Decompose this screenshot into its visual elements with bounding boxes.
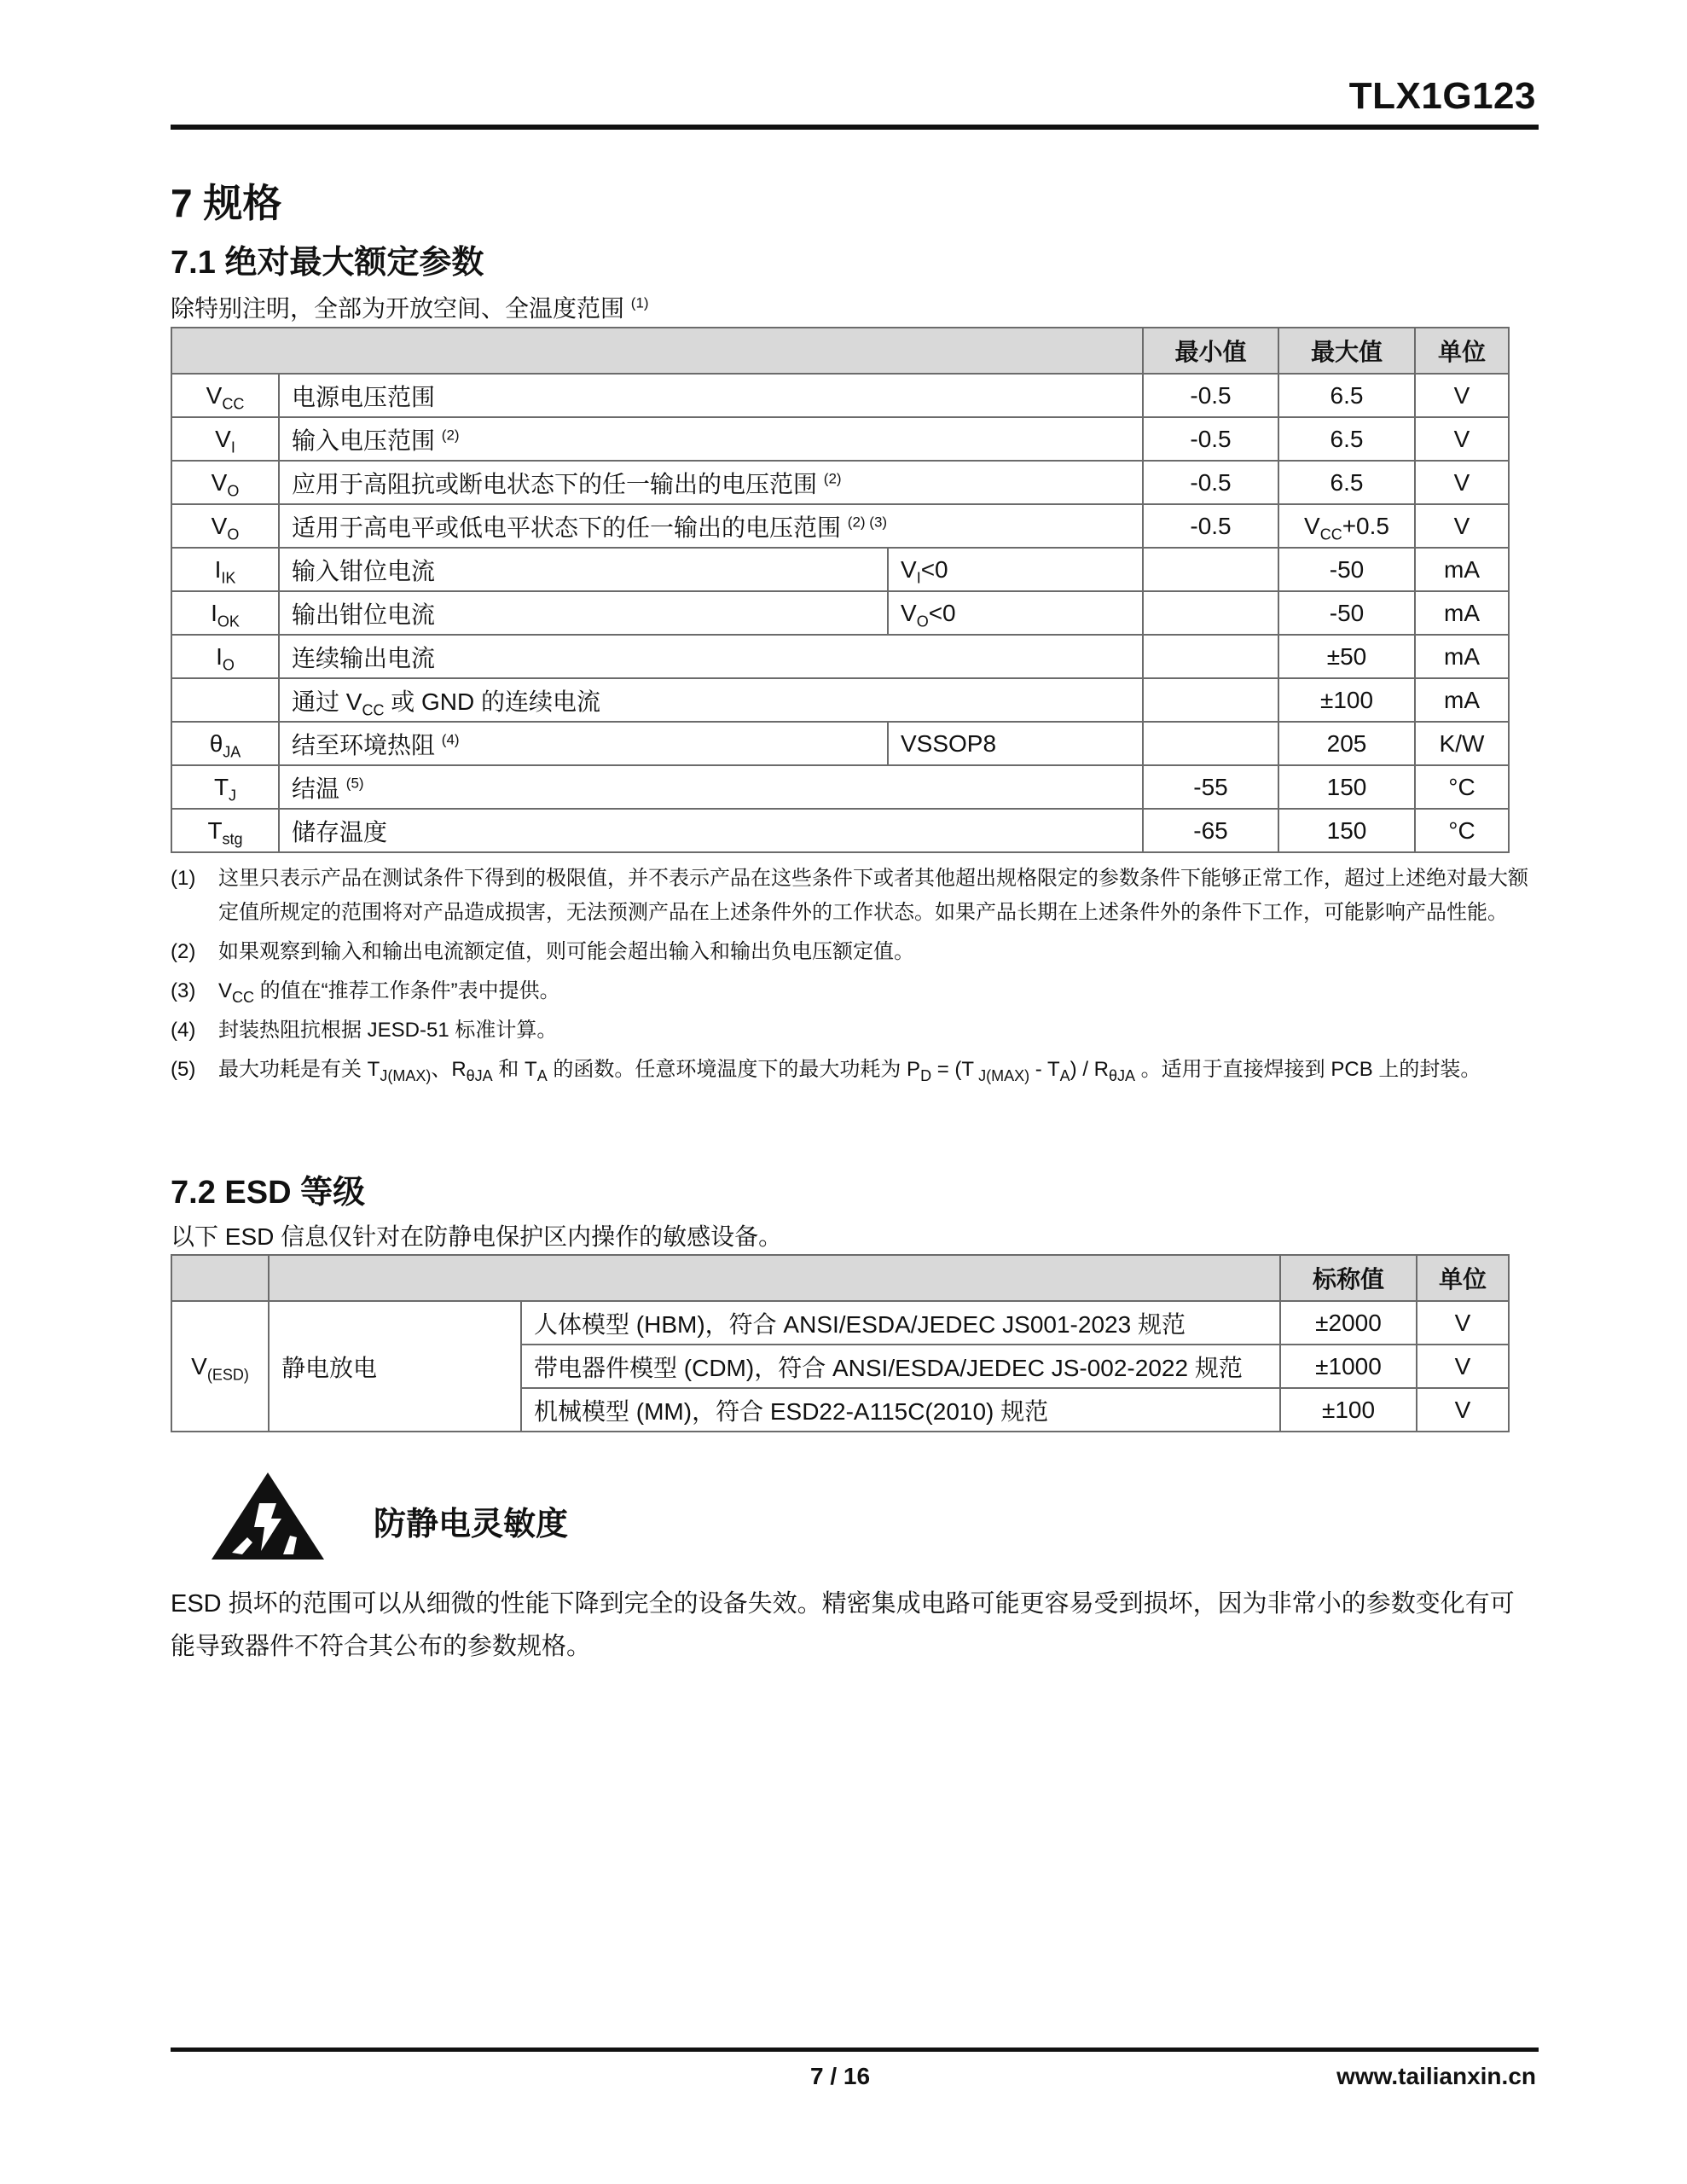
param-min: [1143, 722, 1278, 765]
param-symbol: $V_O$: [171, 461, 279, 504]
param-desc: 应用于高阻抗或断电状态下的任一输出的电压范围 $^{(2)}$: [279, 461, 1143, 504]
param-unit: mA: [1415, 548, 1509, 591]
param-min: -65: [1143, 809, 1278, 852]
param-desc: 电源电压范围: [279, 374, 1143, 417]
param-unit: mA: [1415, 678, 1509, 722]
col-max: 最大值: [1278, 328, 1415, 374]
table-row: [171, 591, 1509, 635]
table-header-row: [171, 328, 1509, 374]
param-min: [1143, 678, 1278, 722]
param-min: [1143, 548, 1278, 591]
param-unit: mA: [1415, 635, 1509, 678]
header-blank: [269, 1255, 1280, 1301]
param-max: -50: [1278, 591, 1415, 635]
param-unit: °C: [1415, 809, 1509, 852]
param-unit: V: [1415, 374, 1509, 417]
abs-max-table: [171, 327, 1510, 853]
param-unit: K/W: [1415, 722, 1509, 765]
param-max: ±100: [1278, 678, 1415, 722]
esd-notice-text: ESD 损坏的范围可以从细微的性能下降到完全的设备失效。精密集成电路可能更容易受到损坏，因为非常小的参数变化有可能导致器件不符合其公布的参数规格。: [171, 1590, 1515, 1660]
param-symbol: $I_{OK}$: [171, 591, 279, 635]
esd-model: 机械模型 (MM)，符合 ESD22-A115C(2010) 规范: [521, 1388, 1280, 1432]
esd-warning-icon: [208, 1469, 328, 1567]
footnote: (2) 如果观察到输入和输出电流额定值，则可能会超出输入和输出负电压额定值。: [171, 940, 914, 963]
page-number: 7 / 16: [810, 2063, 871, 2089]
param-symbol: $T_{stg}$: [171, 809, 279, 852]
esd-unit: V: [1417, 1301, 1509, 1345]
param-desc: 结温 $^{(5)}$: [279, 765, 1143, 809]
col-unit: 单位: [1415, 328, 1509, 374]
esd-unit: V: [1417, 1345, 1509, 1388]
param-min: [1143, 635, 1278, 678]
section-title: 7 规格: [171, 181, 282, 225]
param-min: -0.5: [1143, 461, 1278, 504]
esd-unit: V: [1417, 1388, 1509, 1432]
table-row: [171, 635, 1509, 678]
param-symbol: $I_{IK}$: [171, 548, 279, 591]
esd-symbol: $V_{(ESD)}$: [171, 1301, 269, 1432]
param-symbol: $V_O$: [171, 504, 279, 548]
header-blank: [171, 328, 1143, 374]
param-desc: 输入电压范围 $^{(2)}$: [279, 417, 1143, 461]
param-unit: °C: [1415, 765, 1509, 809]
param-desc: 结至环境热阻 $^{(4)}$: [279, 722, 888, 765]
param-symbol: $V_I$: [171, 417, 279, 461]
header-blank: [171, 1255, 269, 1301]
abs-max-intro: 除特别注明，全部为开放空间、全温度范围 $^{(1)}$: [171, 294, 649, 322]
col-nominal: 标称值: [1280, 1255, 1417, 1301]
table-row: [171, 678, 1509, 722]
table-row: [171, 765, 1509, 809]
param-desc: 连续输出电流: [279, 635, 1143, 678]
param-min: -55: [1143, 765, 1278, 809]
param-desc: 适用于高电平或低电平状态下的任一输出的电压范围 $^{(2) (3)}$: [279, 504, 1143, 548]
param-max: 6.5: [1278, 417, 1415, 461]
param-unit: V: [1415, 461, 1509, 504]
esd-label: 静电放电: [269, 1301, 521, 1432]
param-max: 150: [1278, 809, 1415, 852]
param-condition: $V_O<0$: [888, 591, 1143, 635]
table-row: [171, 1301, 1509, 1345]
subsection-title-abs-max: 7.1 绝对最大额定参数: [171, 245, 484, 281]
param-symbol: $V_{CC}$: [171, 374, 279, 417]
param-max: 6.5: [1278, 461, 1415, 504]
part-number: TLX1G123: [1348, 75, 1536, 117]
website-link[interactable]: www.tailianxin.cn: [1336, 2063, 1536, 2089]
param-unit: mA: [1415, 591, 1509, 635]
table-row: [171, 548, 1509, 591]
param-max: -50: [1278, 548, 1415, 591]
footnote: (4) 封装热阻抗根据 JESD-51 标准计算。: [171, 1019, 558, 1042]
param-desc: 通过 $V_{CC}$ 或 GND 的连续电流: [279, 678, 1143, 722]
esd-value: ±100: [1280, 1388, 1417, 1432]
param-max: 205: [1278, 722, 1415, 765]
table-row: [171, 417, 1509, 461]
param-desc: 输出钳位电流: [279, 591, 888, 635]
footnote: (1) 这里只表示产品在测试条件下得到的极限值，并不表示产品在这些条件下或者其他超出规格限定的参数条件下能够正常工作，超过上述绝对最大额定值所规定的范围将对产品造成损害，无法预测产品在上述条件外的工作状态。如果产品长期在上述条件外的条件下工作，可能影响产品性能。: [171, 867, 1528, 924]
esd-value: ±2000: [1280, 1301, 1417, 1345]
table-header-row: [171, 1255, 1509, 1301]
param-min: -0.5: [1143, 504, 1278, 548]
param-symbol: $I_O$: [171, 635, 279, 678]
subsection-title-esd: 7.2 ESD 等级: [171, 1175, 366, 1211]
esd-model: 带电器件模型 (CDM)，符合 ANSI/ESDA/JEDEC JS-002-2022 规范: [521, 1345, 1280, 1388]
table-row: [171, 722, 1509, 765]
param-desc: 储存温度: [279, 809, 1143, 852]
footer-rule: [171, 2048, 1539, 2052]
param-min: -0.5: [1143, 417, 1278, 461]
param-min: [1143, 591, 1278, 635]
param-desc: 输入钳位电流: [279, 548, 888, 591]
param-condition: $V_I<0$: [888, 548, 1143, 591]
param-unit: V: [1415, 417, 1509, 461]
esd-table: [171, 1254, 1510, 1432]
table-row: [171, 374, 1509, 417]
table-row: [171, 461, 1509, 504]
table-row: [171, 809, 1509, 852]
param-symbol: $\theta_{JA}$: [171, 722, 279, 765]
footnote: (5) 最大功耗是有关 $T_{J(MAX)}$、$R_{\theta JA}$ 和 $T_A$ 的函数。任意环境温度下的最大功耗为 $P_D = (T$ $_{J(MAX)} - T_A) / R_{\theta JA}$ 。适用于直接焊接到 PCB 上的封装。: [171, 1058, 1481, 1084]
esd-value: ±1000: [1280, 1345, 1417, 1388]
param-max: ±50: [1278, 635, 1415, 678]
col-min: 最小值: [1143, 328, 1278, 374]
esd-model: 人体模型 (HBM)，符合 ANSI/ESDA/JEDEC JS001-2023 规范: [521, 1301, 1280, 1345]
param-max: 150: [1278, 765, 1415, 809]
header-rule: [171, 125, 1539, 130]
esd-intro: 以下 ESD 信息仅针对在防静电保护区内操作的敏感设备。: [171, 1223, 783, 1250]
footnote: (3) $V_{CC}$ 的值在“推荐工作条件”表中提供。: [171, 979, 560, 1006]
param-unit: V: [1415, 504, 1509, 548]
param-condition: VSSOP8: [888, 722, 1143, 765]
col-unit: 单位: [1417, 1255, 1509, 1301]
table-row: [171, 504, 1509, 548]
param-max: $V_{CC}+0.5$: [1278, 504, 1415, 548]
param-max: 6.5: [1278, 374, 1415, 417]
param-symbol: [171, 678, 279, 722]
footnotes: [171, 862, 1539, 1087]
param-min: -0.5: [1143, 374, 1278, 417]
param-symbol: $T_J$: [171, 765, 279, 809]
esd-notice-title: 防静电灵敏度: [374, 1507, 569, 1542]
